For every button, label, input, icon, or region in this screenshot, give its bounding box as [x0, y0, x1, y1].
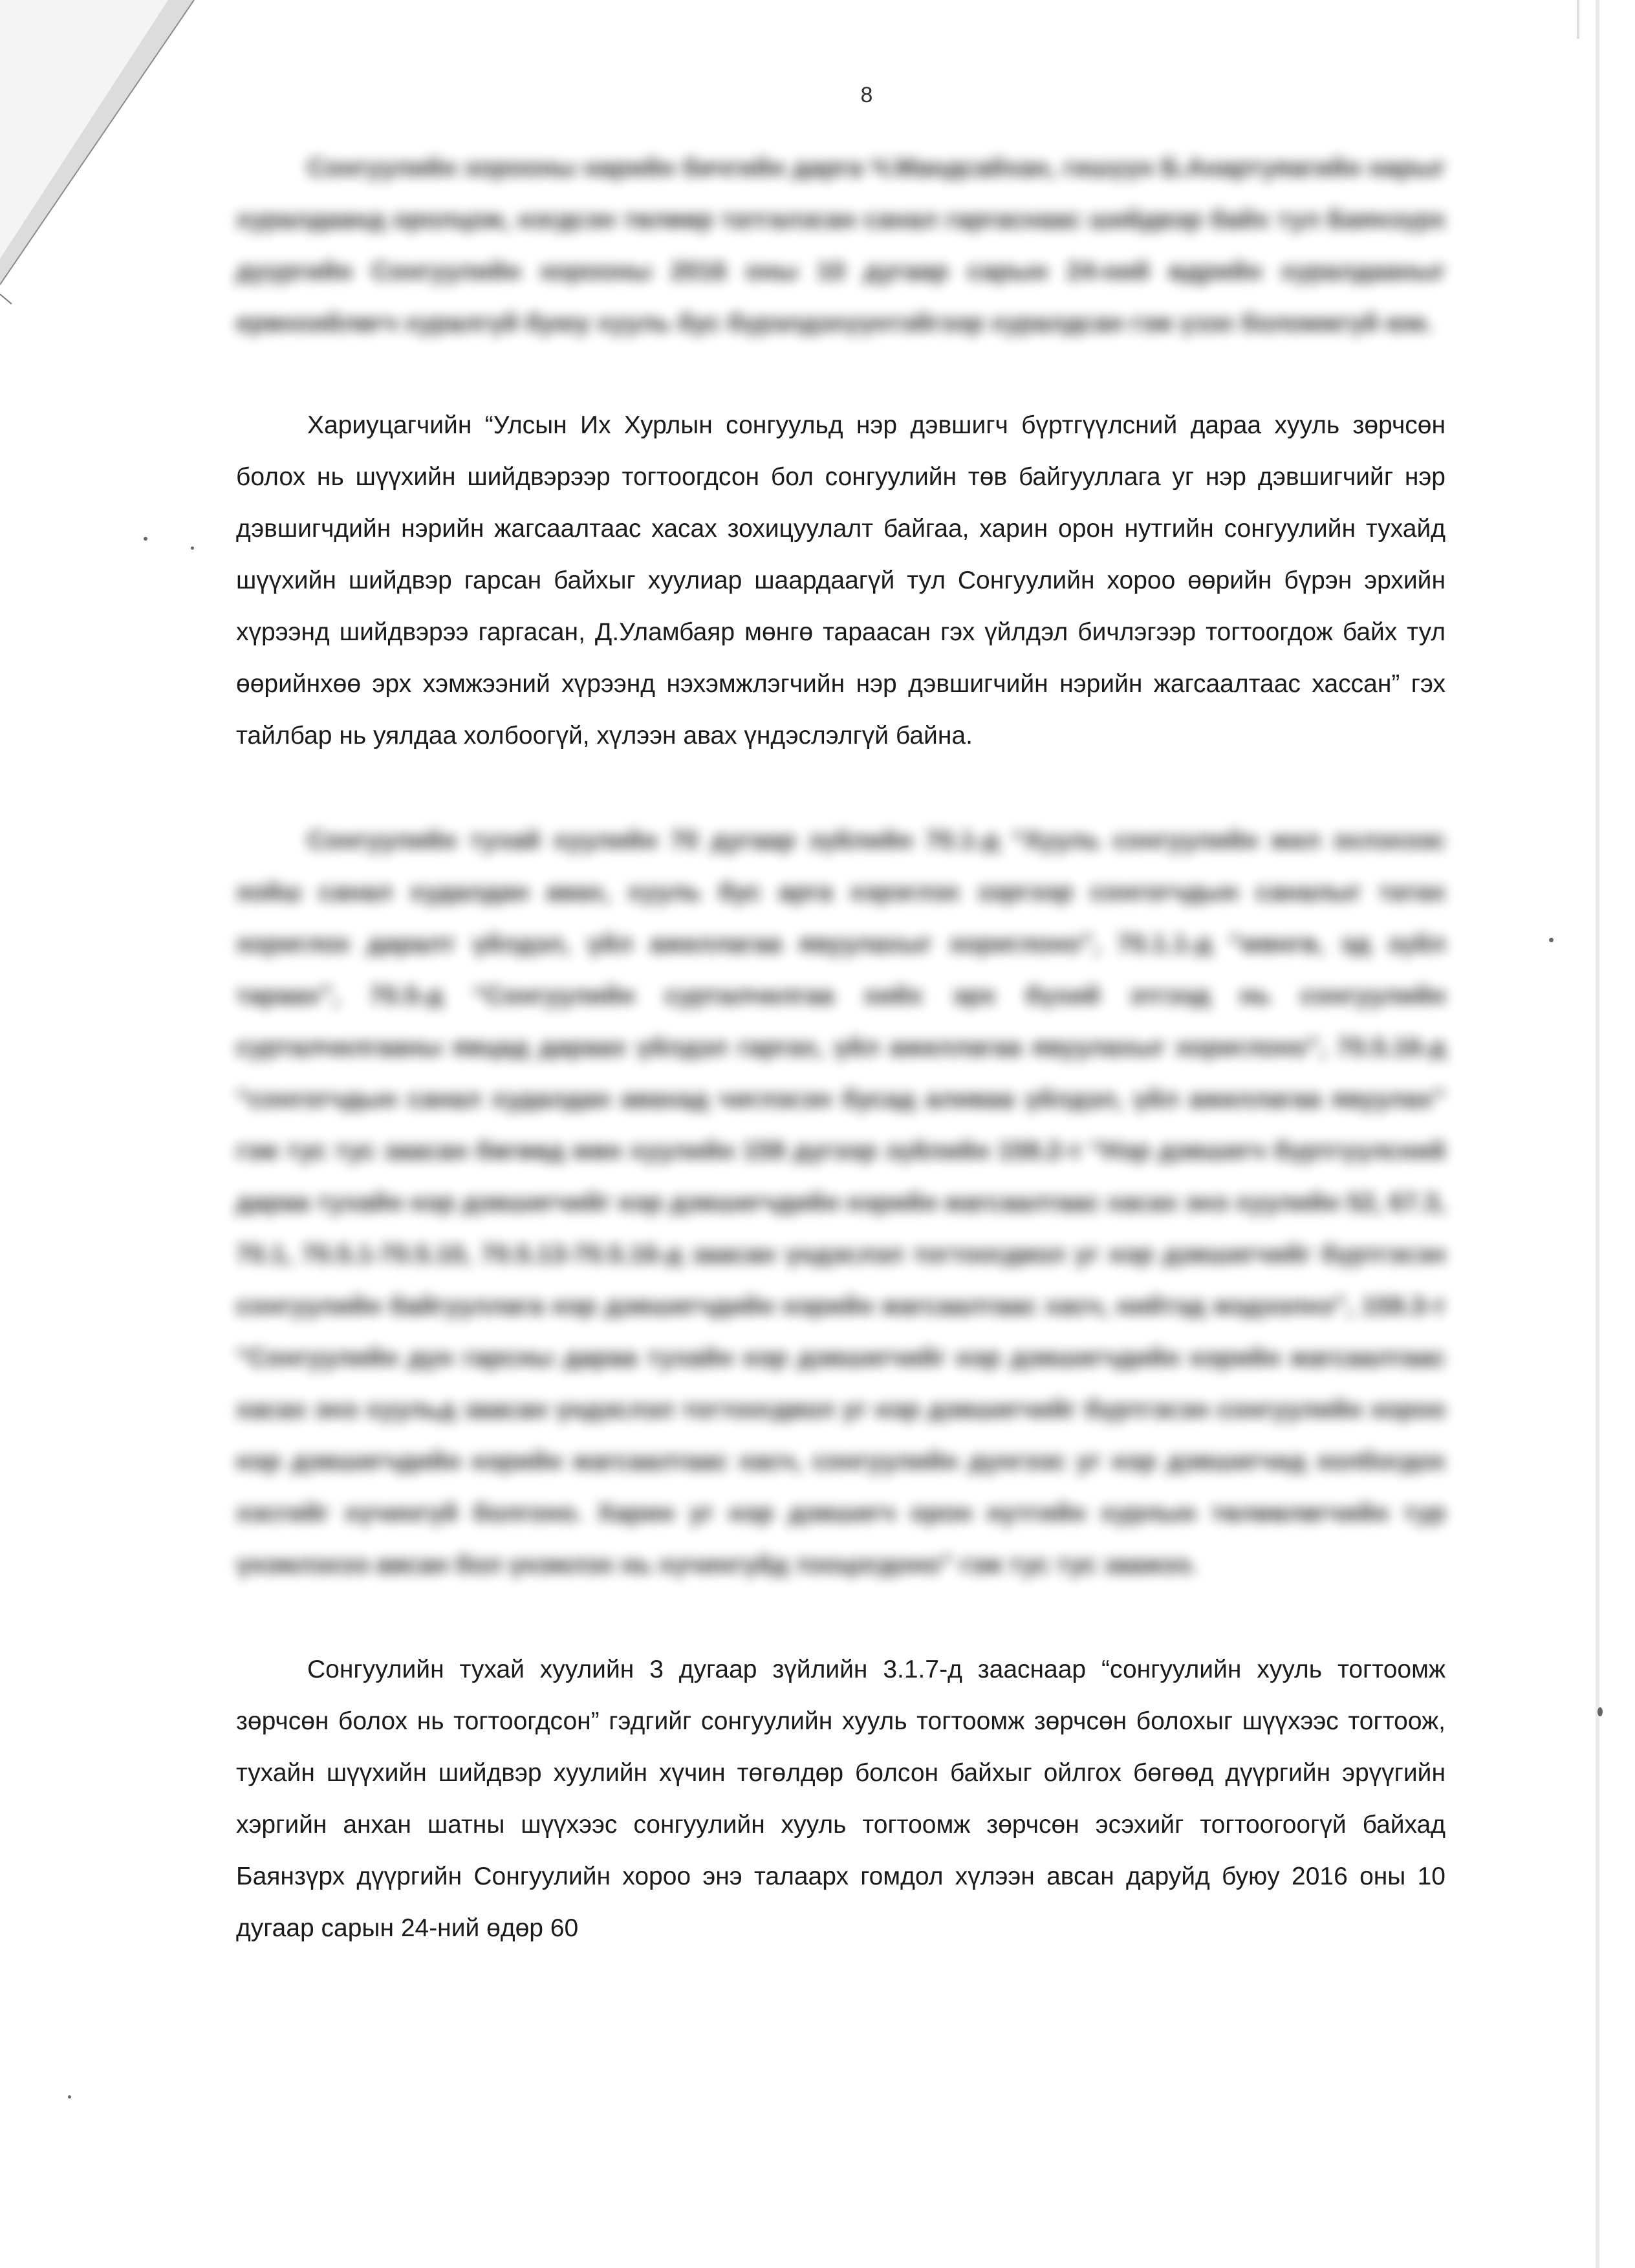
scan-speck	[144, 537, 147, 541]
redacted-paragraph-top: Сонгуулийн хорооны нарийн бичгийн дарга Ч.Мандсайхан, гишүүн Б.Анартуяагийн нарыг хуралдаанд оролцож, нэгдсэн төлөөр татгалзсан санал гаргаснаас шийдвэр байх тул Баянзүрх дүүргийн Сонгуулийн хорооны 2016 оны 10 дугаар сарын 24-ний өдрийн хуралдааныг ерөнхийлөгч хуралгүй буюу хууль бус бүрэлдэхүүнтэйгээр хуралдсан гэж үзэх боломжгүй юм.	[236, 154, 1446, 337]
scan-speck	[191, 546, 194, 550]
page-number: 8	[860, 83, 873, 107]
respondent-explanation-paragraph: Хариуцагчийн “Улсын Их Хурлын сонгуульд нэр дэвшигч бүртгүүлсний дараа хууль зөрчсөн болох нь шүүхийн шийдвэрээр тогтоогдсон бол сонгуулийн төв байгууллага уг нэр дэвшигчийг нэр дэвшигчдийн нэрийн жагсаалтаас хасах зохицуулалт байгаа, харин орон нутгийн сонгуулийн тухайд шүүхийн шийдвэр гарсан байхыг хуулиар шаардаагүй тул Сонгуулийн хороо өөрийн бүрэн эрхийн хүрээнд шийдвэрээ гаргасан, Д.Уламбаяр мөнгө тараасан гэх үйлдэл бичлэгээр тогтоогдож байх тул өөрийнхөө эрх хэмжээний хүрээнд нэхэмжлэгчийн нэр дэвшигчийн нэрийн жагсаалтаас хассан” гэх тайлбар нь уялдаа холбоогүй, хүлээн авах үндэслэлгүй байна.	[236, 411, 1446, 750]
scan-speck	[1549, 938, 1554, 942]
scan-speck	[1597, 1707, 1603, 1716]
scan-speck	[68, 2095, 71, 2099]
election-law-paragraph: Сонгуулийн тухай хуулийн 3 дугаар зүйлийн 3.1.7-д зааснаар “сонгуулийн хууль тогтоомж зөрчсөн болох нь тогтоогдсон” гэдгийг сонгуулийн хууль тогтоомж зөрчсөн болохыг шүүхээс тогтоож, тухайн шүүхийн шийдвэр хуулийн хүчин төгөлдөр болсон байхыг ойлгох бөгөөд дүүргийн эрүүгийн хэргийн анхан шатны шүүхээс сонгуулийн хууль тогтоомж зөрчсөн эсэхийг тогтоогоогүй байхад Баянзүрх дүүргийн Сонгуулийн хороо энэ талаарх гомдол хүлээн авсан даруйд буюу 2016 оны 10 дугаар сарын 24-ний өдөр 60	[236, 1656, 1446, 1942]
redacted-paragraph-middle: Сонгуулийн тухай хуулийн 70 дугаар зүйлийн 70.1-д “Хууль сонгуулийн жил эхлэхээс хойш санал худалдан авах, хууль бус арга хэрэглэх зэргээр сонгогчдын саналыг татах хориглох даралт үйлдэл, үйл ажиллагаа явуулахыг хориглоно”, 70.1.1-д “мөнгө, эд зүйл тараах”, 70.5-д “Сонгуулийн сурталчилгаа хийх эрх бүхий этгээд нь сонгуулийн сурталчилгааны явцад дараах үйлдэл гаргах, үйл ажиллагаа явуулахыг хориглоно”, 70.5.16-д “сонгогчдын санал худалдан авахад чиглэсэн бусад аливаа үйлдэл, үйл ажиллагаа явуулах” гэж тус тус заасан бөгөөд мөн хуулийн 159 дүгээр зүйлийн 159.2-т “Нэр дэвшигч бүртгүүлсний дараа тухайн нэр дэвшигчийг нэр дэвшигчдийн нэрийн жагсаалтаас хасах энэ хуулийн 52, 67.3, 70.1, 70.5.1-70.5.10, 70.5.13-70.5.16-д заасан үндэслэл тогтоогдвол уг нэр дэвшигчийг бүртгэсэн сонгуулийн байгууллага нэр дэвшигчдийн нэрийн жагсаалтаас хасч, нийтэд мэдээлнэ”, 159.3-т “Сонгуулийн дүн гарсны дараа тухайн нэр дэвшигчийг нэр дэвшигчдийн нэрийн жагсаалтаас хасах энэ хуульд заасан үндэслэл тогтоогдвол уг нэр дэвшигчийг бүртгэсэн сонгуулийн хороо нэр дэвшигчдийн нэрийн жагсаалтаас хасч, сонгуулийн дүнгээс уг нэр дэвшигчид холбогдох хэсгийг хүчингүй болгоно. Харин уг нэр дэвшигч орон нутгийн хурлын төлөөлөгчийн тур үнэмлэхээ авсан бол үнэмлэх нь хүчингүйд тооцогдоно” гэж тус тус заажээ.	[236, 826, 1446, 1579]
